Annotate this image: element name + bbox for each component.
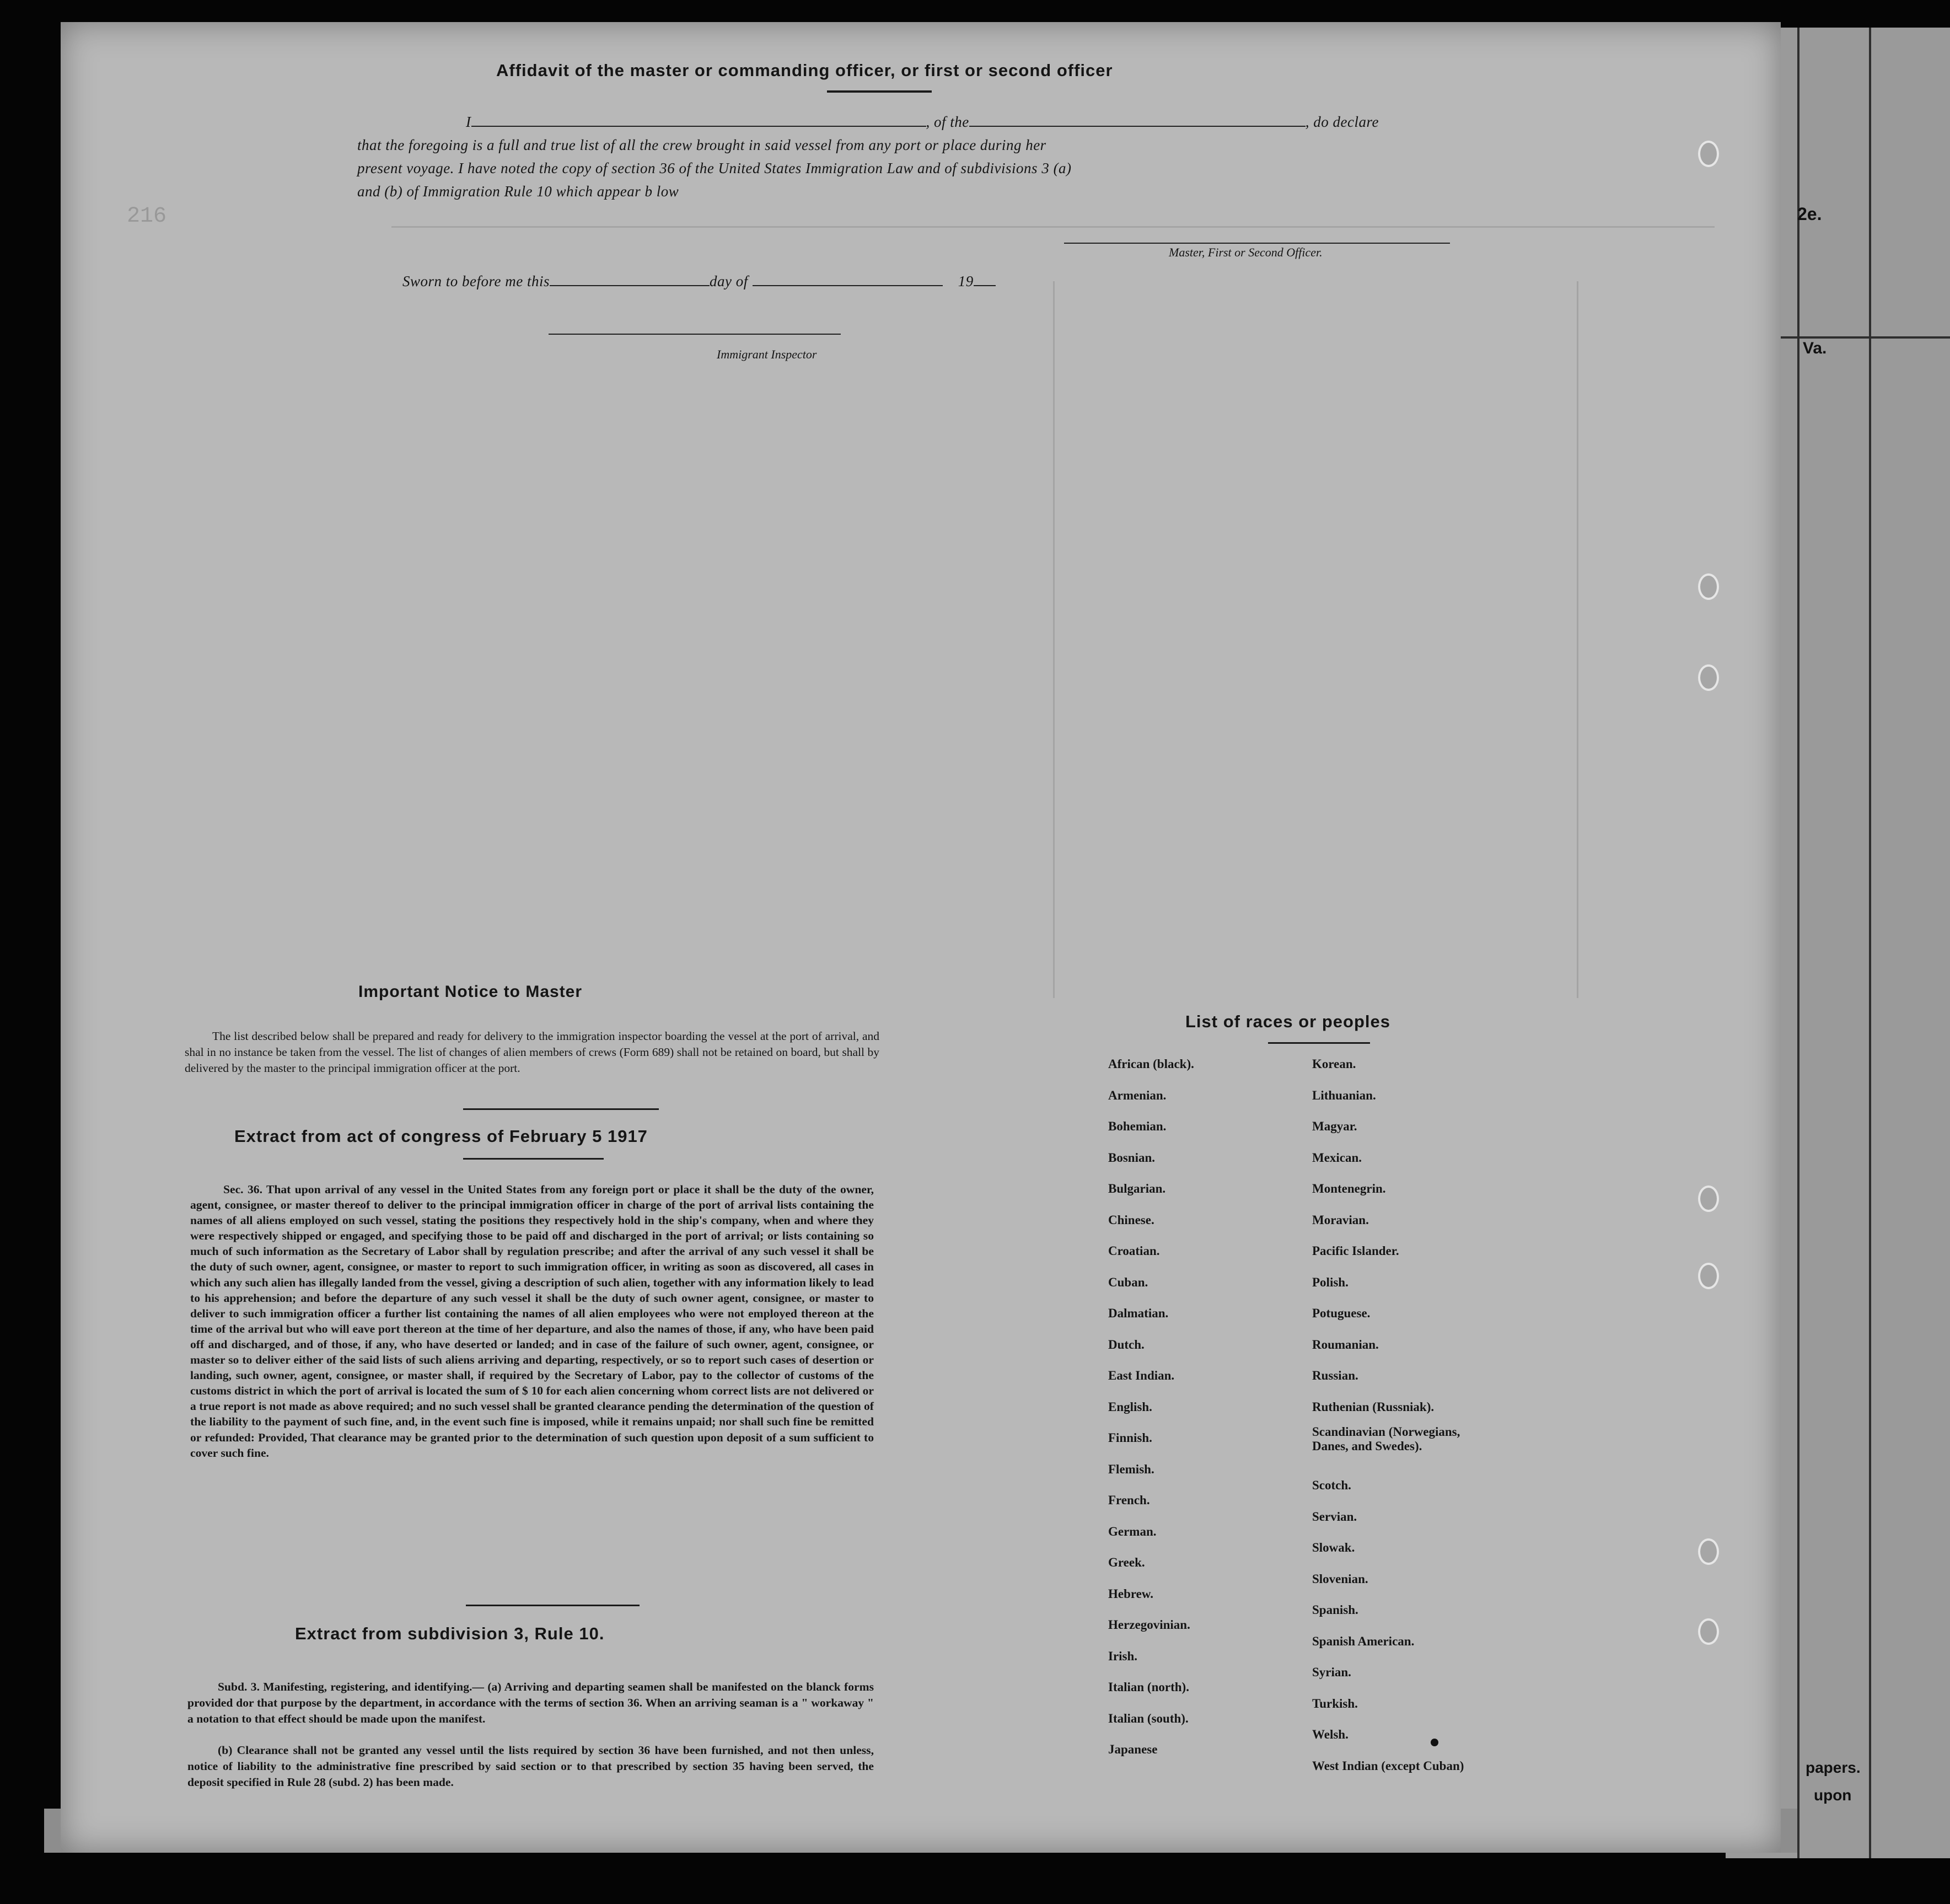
signature-label: Master, First or Second Officer. (1169, 245, 1323, 259)
notice-text: The list described below shall be prepared and ready for delivery to the immigration inspector boarding the vessel at the port of arrival, and shal in no instance be taken from the vessel. The list of changes of alien members of crews (Form 689) shall not be retained on board, but shall by delivered by the master to the principal immigration officer at the port. (185, 1029, 879, 1075)
under-sheet-text-3: papers. (1806, 1759, 1861, 1776)
binder-hole (1698, 573, 1719, 600)
race-item: Korean. (1312, 1057, 1356, 1071)
race-item: East Indian. (1108, 1369, 1175, 1382)
binder-hole (1698, 1186, 1719, 1212)
race-item: Spanish. (1312, 1603, 1358, 1617)
affidavit-line-1 (402, 114, 1379, 131)
race-item: Italian (north). (1108, 1680, 1189, 1694)
race-item: Dutch. (1108, 1337, 1145, 1351)
race-item: Irish. (1108, 1649, 1138, 1663)
rule-para-b: (b) Clearance shall not be granted any vessel until the lists required by section 36 have been furnished, and not then unless, notice of liability to the administrative fine prescribed by said section or to that prescribed by section 35 having been served, the deposit specified in Rule 28 (subd. 2) has been made. (187, 1744, 874, 1789)
race-item: Scotch. (1312, 1478, 1351, 1492)
race-item: Roumanian. (1312, 1337, 1379, 1351)
race-item: Welsh. (1312, 1728, 1349, 1741)
act-extract-title: Extract from act of congress of February 5 1917 (234, 1127, 648, 1146)
notice-title: Important Notice to Master (358, 983, 583, 1001)
race-item: Russian. (1312, 1369, 1358, 1382)
sworn-year-blank[interactable] (974, 285, 996, 286)
race-item: Ruthenian (Russniak). (1312, 1399, 1435, 1414)
sworn-day-blank[interactable] (550, 285, 710, 286)
race-item: Bohemian. (1108, 1119, 1167, 1133)
race-item: Montenegrin. (1312, 1182, 1386, 1195)
race-item: Croatian. (1108, 1244, 1160, 1258)
binder-hole (1698, 1618, 1719, 1645)
race-item: African (black). (1108, 1057, 1194, 1071)
race-item: Polish. (1312, 1275, 1349, 1289)
vessel-blank[interactable] (969, 126, 1306, 127)
affidavit-of-the: , of the (926, 114, 969, 130)
binder-hole (1698, 1263, 1719, 1289)
race-item: German. (1108, 1524, 1157, 1538)
document-page (61, 22, 1781, 1853)
binder-hole (1698, 1538, 1719, 1565)
rule-para-a: Subd. 3. Manifesting, registering, and identifying.— (a) Arriving and departing seamen shall be manifested on the blanck forms provided dor that purpose by the department, in accordance with the terms of section 36. When an arriving seaman is a " workaway " a notation to that effect should be made upon the manifest. (187, 1680, 874, 1725)
affidavit-title: Affidavit of the master or commanding officer, or first or second officer (496, 61, 1113, 80)
races-title: List of races or peoples (1185, 1012, 1390, 1031)
ghost-rule-vertical (1053, 281, 1055, 998)
race-item: Spanish American. (1312, 1634, 1415, 1648)
race-item: Slowak. (1312, 1541, 1355, 1554)
races-left-column (1108, 1049, 1194, 1766)
affidavit-line-2: that the foregoing is a full and true list of all the crew brought in said vessel from any port or place during her (357, 137, 1046, 153)
binder-hole (1698, 141, 1719, 167)
ghost-page-number: 216 (127, 204, 167, 229)
race-item: Magyar. (1312, 1119, 1357, 1133)
under-sheet-text-2: Va. (1803, 339, 1827, 357)
race-item: Servian. (1312, 1509, 1357, 1524)
race-item: English. (1108, 1399, 1152, 1414)
race-item: Dalmatian. (1108, 1306, 1169, 1320)
races-underline (1268, 1042, 1370, 1044)
race-item: Turkish. (1312, 1696, 1358, 1710)
affidavit-declare: , do declare (1305, 114, 1379, 130)
race-item: Pacific Islander. (1312, 1244, 1399, 1258)
sworn-line (402, 273, 996, 290)
act-divider (463, 1158, 604, 1160)
race-item: Moravian. (1312, 1213, 1369, 1227)
sworn-day-of: day of (710, 273, 748, 289)
rule-extract-title: Extract from subdivision 3, Rule 10. (295, 1624, 605, 1643)
binder-hole (1698, 664, 1719, 691)
race-item: Bosnian. (1108, 1150, 1156, 1165)
act-end-divider (466, 1605, 640, 1606)
race-item: Cuban. (1108, 1275, 1148, 1289)
race-item: Hebrew. (1108, 1586, 1153, 1601)
race-item: Potuguese. (1312, 1306, 1371, 1320)
race-item: Scandinavian (Norwegians, Danes, and Swedes). (1312, 1425, 1460, 1453)
affidavit-i: I (466, 114, 471, 130)
race-item: Bulgarian. (1108, 1182, 1166, 1195)
ink-dot (1431, 1739, 1438, 1746)
act-extract-text: Sec. 36. That upon arrival of any vessel in the United States from any foreign port or place it shall be the duty of the owner, agent, consignee, or master thereof to deliver to the principal immigration officer in charge of the port of arrival lists containing the names of all aliens employed on such vessel, stating the positions they respectively hold in the ship's company, when and where they were respectively shipped or engaged, and specifying those to be paid off and discharged in the port of arrival; or lists containing so much of such information as the Secretary of Labor shall by regulation prescribe; and after the arrival of any such vessel it shall be the duty of such owner, agent, consignee, or master to report to such immigration officer, in writing as soon as discovered, all cases in which any such alien has illegally landed from the vessel, giving a description of such alien, together with any information likely to lead to his apprehension; and before the departure of any such vessel it shall be the duty of such owner agent, consignee, or master to deliver to such immigration officer a further list containing the names of all alien employees who were not employed thereon at the time of the arrival but who will eave port thereon at the time of her departure, and also the names of those, if any, who have been paid off and discharged, and of those, if any, who have deserted or landed; and in case of the failure of such owner, agent, consignee, or master so to deliver either of the said lists of such aliens arriving and departing, respectively, or so to report such cases of desertion or landing, such owner, agent, consignee, or master shall, if required by the Secretary of Labor, pay to the collector of customs of the customs district in which the port of arrival is located the sum of $ 10 for each alien concerning whom correct lists are not delivered or a true report is not made as above required; and no such vessel shall be granted clearance pending the determination of the question of the liability to the payment of such fine, and, in the event such fine is imposed, while it remains unpaid; nor shall such fine be remitted or refunded: Provided, That clearance may be granted prior to the determination of such question upon deposit of a sum sufficient to cover such fine. (190, 1183, 874, 1460)
sworn-month-blank[interactable] (753, 285, 943, 286)
race-item: Flemish. (1108, 1462, 1154, 1476)
race-item: Chinese. (1108, 1213, 1154, 1227)
race-item: Slovenian. (1312, 1572, 1368, 1586)
notice-divider (463, 1108, 659, 1110)
affidavit-line-4: and (b) of Immigration Rule 10 which appear b low (357, 183, 679, 200)
race-item: Syrian. (1312, 1665, 1351, 1679)
race-item: Italian (south). (1108, 1711, 1189, 1725)
inspector-blank[interactable] (549, 334, 841, 335)
ghost-rule-vertical-2 (1577, 281, 1578, 998)
ghost-rule (391, 226, 1715, 228)
races-right-column (1312, 1049, 1464, 1782)
race-item: Herzegovinian. (1108, 1618, 1190, 1632)
sworn-prefix: Sworn to before me this (402, 273, 550, 289)
race-item: Lithuanian. (1312, 1088, 1376, 1102)
race-item: West Indian (except Cuban) (1312, 1758, 1464, 1773)
signature-blank[interactable] (1064, 243, 1450, 244)
under-sheet-text-4: upon (1814, 1787, 1852, 1804)
race-item: Japanese (1108, 1742, 1158, 1756)
affidavit-line-3: present voyage. I have noted the copy of section 36 of the United States Immigration Law and of subdivisions 3 (a) (357, 160, 1072, 176)
race-item: Mexican. (1312, 1150, 1362, 1165)
under-sheet-text-1: 2e. (1797, 204, 1822, 224)
sworn-year: 19 (958, 273, 974, 289)
inspector-label: Immigrant Inspector (717, 347, 817, 361)
name-blank[interactable] (471, 126, 926, 127)
race-item: French. (1108, 1493, 1150, 1507)
race-item: Armenian. (1108, 1088, 1167, 1102)
race-item: Finnish. (1108, 1431, 1152, 1445)
title-underline (827, 90, 932, 93)
race-item: Greek. (1108, 1556, 1145, 1569)
